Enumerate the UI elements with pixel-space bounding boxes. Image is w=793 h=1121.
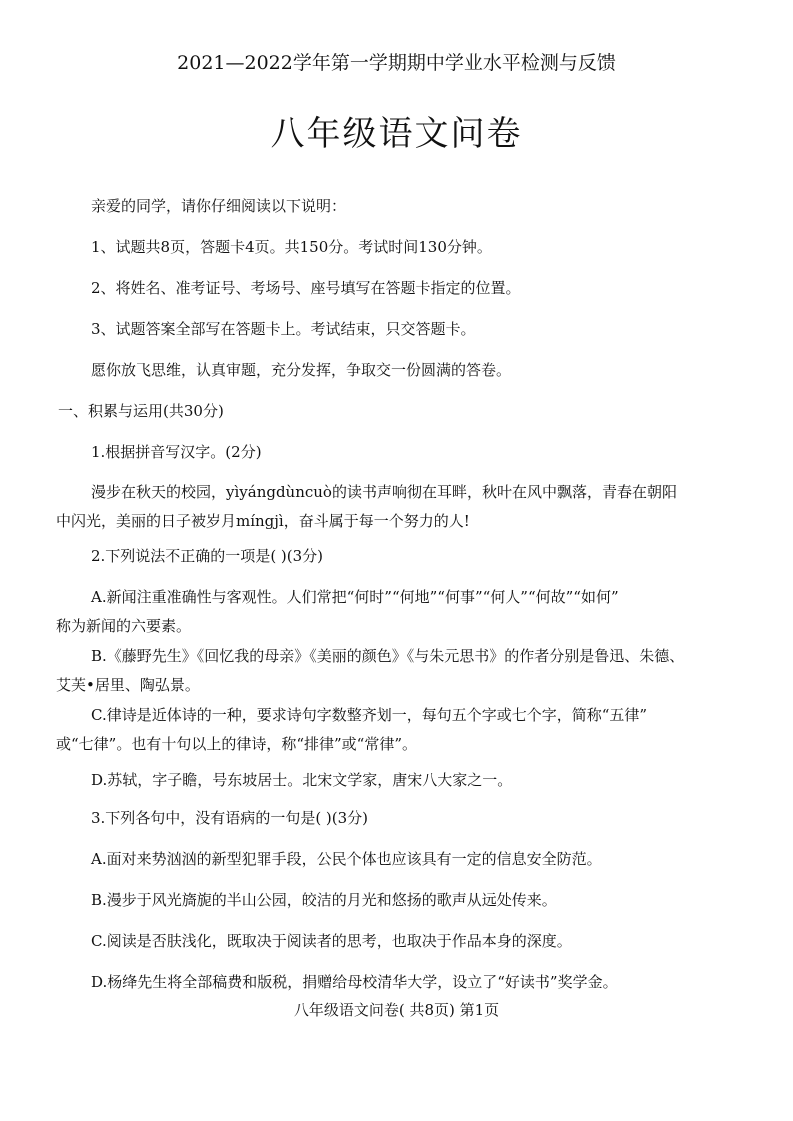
question-2-option-a-line-1: A.新闻注重准确性与客观性。人们常把“何时”“何地”“何事”“何人”“何故”“如何” (91, 588, 619, 606)
question-3-option-a: A.面对来势汹汹的新型犯罪手段，公民个体也应该具有一定的信息安全防范。 (91, 850, 602, 868)
question-3-option-d: D.杨绛先生将全部稿费和版税，捐赠给母校清华大学，设立了“好读书”奖学金。 (91, 973, 618, 991)
instruction-item-3: 3、试题答案全部写在答题卡上。考试结束，只交答题卡。 (91, 320, 476, 338)
instruction-item-1: 1、试题共8页，答题卡4页。共150分。考试时间130分钟。 (91, 238, 492, 256)
instructions-closing: 愿你放飞思维，认真审题，充分发挥，争取交一份圆满的答卷。 (91, 361, 512, 379)
question-2-option-d: D.苏轼，字子瞻，号东坡居士。北宋文学家，唐宋八大家之一。 (91, 771, 513, 789)
question-1-text-line-1: 漫步在秋天的校园，yìyángdùncuò的读书声响彻在耳畔，秋叶在风中飘落，青春在朝阳 (91, 483, 677, 501)
instructions-greeting: 亲爱的同学，请你仔细阅读以下说明： (91, 197, 347, 215)
question-2-option-b-line-1: B.《藤野先生》《回忆我的母亲》《美丽的颜色》《与朱元思书》的作者分别是鲁迅、朱德、 (91, 647, 685, 665)
question-2-option-a-line-2: 称为新闻的六要素。 (56, 617, 192, 635)
question-2-option-c-line-1: C.律诗是近体诗的一种，要求诗句字数整齐划一，每句五个字或七个字，简称“五律” (91, 706, 648, 724)
page-footer: 八年级语文问卷( 共8页) 第1页 (293, 1001, 500, 1019)
exam-header-title: 2021—2022学年第一学期期中学业水平检测与反馈 (177, 52, 616, 74)
question-1-text-line-2: 中闪光，美丽的日子被岁月míngjì，奋斗属于每一个努力的人! (56, 512, 470, 530)
question-2-option-b-line-2: 艾芙•居里、陶弘景。 (56, 676, 200, 694)
question-2-prompt: 2.下列说法不正确的一项是( )(3分) (91, 547, 324, 565)
question-3-prompt: 3.下列各句中，没有语病的一句是( )(3分) (91, 809, 369, 827)
question-3-option-b: B.漫步于风光旖旎的半山公园，皎洁的月光和悠扬的歌声从远处传来。 (91, 891, 557, 909)
question-2-option-c-line-2: 或“七律”。也有十句以上的律诗，称“排律”或“常律”。 (56, 735, 418, 753)
section-heading: 一、积累与运用(共30分) (58, 402, 224, 420)
instruction-item-2: 2、将姓名、准考证号、考场号、座号填写在答题卡指定的位置。 (91, 279, 521, 297)
exam-subject-title: 八年级语文问卷 (270, 114, 523, 154)
question-3-option-c: C.阅读是否肤浅化，既取决于阅读者的思考，也取决于作品本身的深度。 (91, 932, 572, 950)
question-1-prompt: 1.根据拼音写汉字。(2分) (91, 443, 262, 461)
